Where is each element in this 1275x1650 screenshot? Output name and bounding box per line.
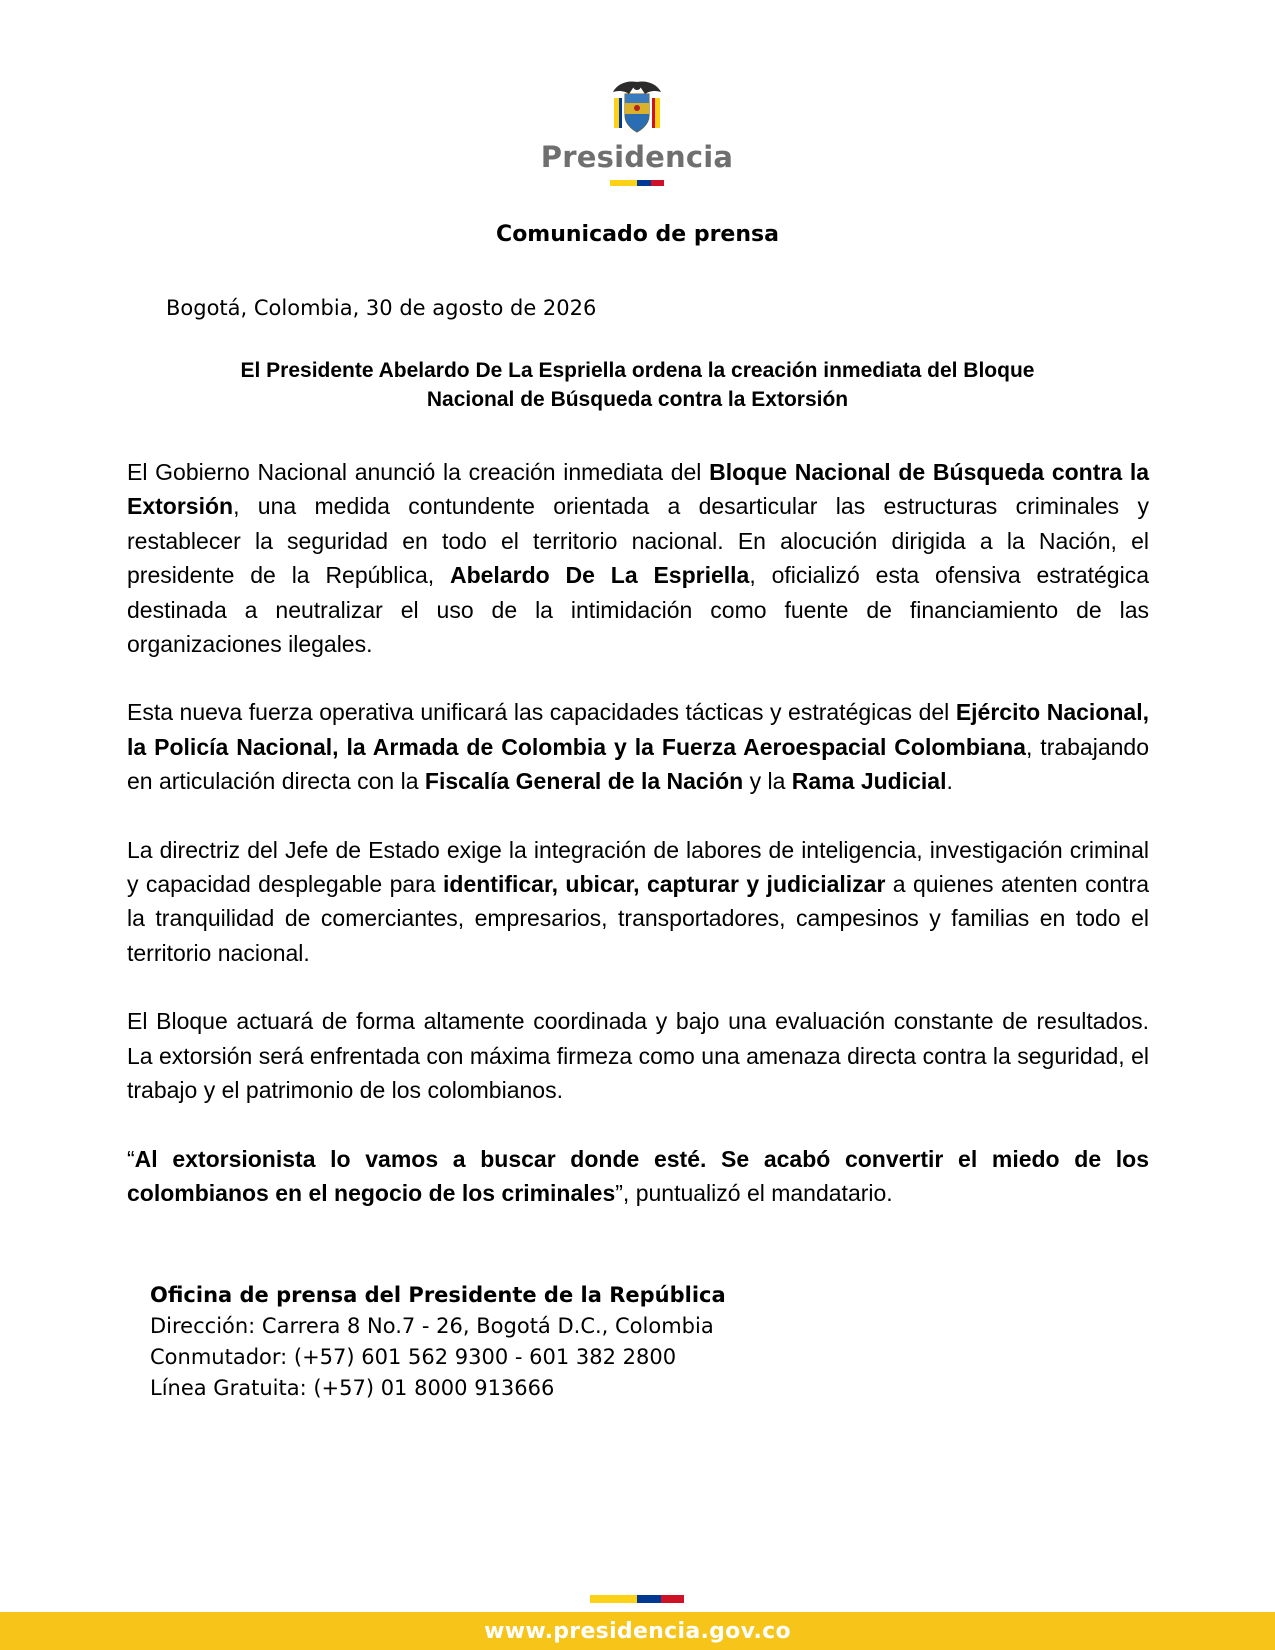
contact-switchboard: Conmutador: (+57) 601 562 9300 - 601 382 2800 (150, 1345, 677, 1369)
tricolor-bar (610, 180, 664, 186)
paragraph-1: El Gobierno Nacional anunció la creación inmediata del Bloque Nacional de Búsqueda contra la Extorsión, una medida contundente orientada a desarticular las estructuras criminales y restablecer la seguridad en todo el territorio nacional. En alocución dirigida a la Nación, el presidente de la República, Abelardo De La Espriella, oficializó esta ofensiva estratégica destinada a neutralizar el uso de la intimidación como fuente de financiamiento de las organizaciones ilegales. (127, 459, 1150, 658)
paragraph-3: La directriz del Jefe de Estado exige la integración de labores de inteligencia, investigación criminal y capacidad desplegable para identificar, ubicar, capturar y judicializar a quienes atenten contra la tranquilidad de comerciantes, empresarios, transportadores, campesinos y familias en todo el territorio nacional. (127, 836, 1149, 966)
document-type: Comunicado de prensa (496, 222, 779, 247)
contact-address: Dirección: Carrera 8 No.7 - 26, Bogotá D.C., Colombia (150, 1314, 714, 1338)
body-text (127, 455, 1149, 1244)
contact-title: Oficina de prensa del Presidente de la República (150, 1283, 726, 1307)
headline-line-1: El Presidente Abelardo De La Espriella ordena la creación inmediata del Bloque (240, 359, 1035, 382)
contact-toll-free: Línea Gratuita: (+57) 01 8000 913666 (150, 1376, 555, 1400)
headline (150, 356, 1125, 414)
footer-url-link[interactable]: www.presidencia.gov.co (484, 1618, 791, 1644)
footer-band (0, 1612, 1275, 1650)
footer-tricolor-bar (590, 1595, 684, 1603)
presidencia-logo (537, 78, 737, 186)
coat-of-arms-icon (609, 78, 665, 138)
paragraph-2: Esta nueva fuerza operativa unificará las capacidades tácticas y estratégicas del Ejército Nacional, la Policía Nacional, la Armada de Colombia y la Fuerza Aeroespacial Colombiana, trabajando en articulación directa con la Fiscalía General de la Nación y la Rama Judicial. (127, 699, 1149, 795)
paragraph-4: El Bloque actuará de forma altamente coordinada y bajo una evaluación constante de resultados. La extorsión será enfrentada con máxima firmeza como una amenaza directa contra la seguridad, el trabajo y el patrimonio de los colombianos. (127, 1008, 1149, 1104)
dateline: Bogotá, Colombia, 30 de agosto de 2026 (166, 296, 597, 320)
headline-line-2: Nacional de Búsqueda contra la Extorsión (426, 388, 849, 411)
contact-block (150, 1280, 726, 1404)
brand-name: Presidencia (540, 140, 734, 174)
paragraph-5-quote: “Al extorsionista lo vamos a buscar donde esté. Se acabó convertir el miedo de los colombianos en el negocio de los criminales”, puntualizó el mandatario. (127, 1145, 1149, 1206)
